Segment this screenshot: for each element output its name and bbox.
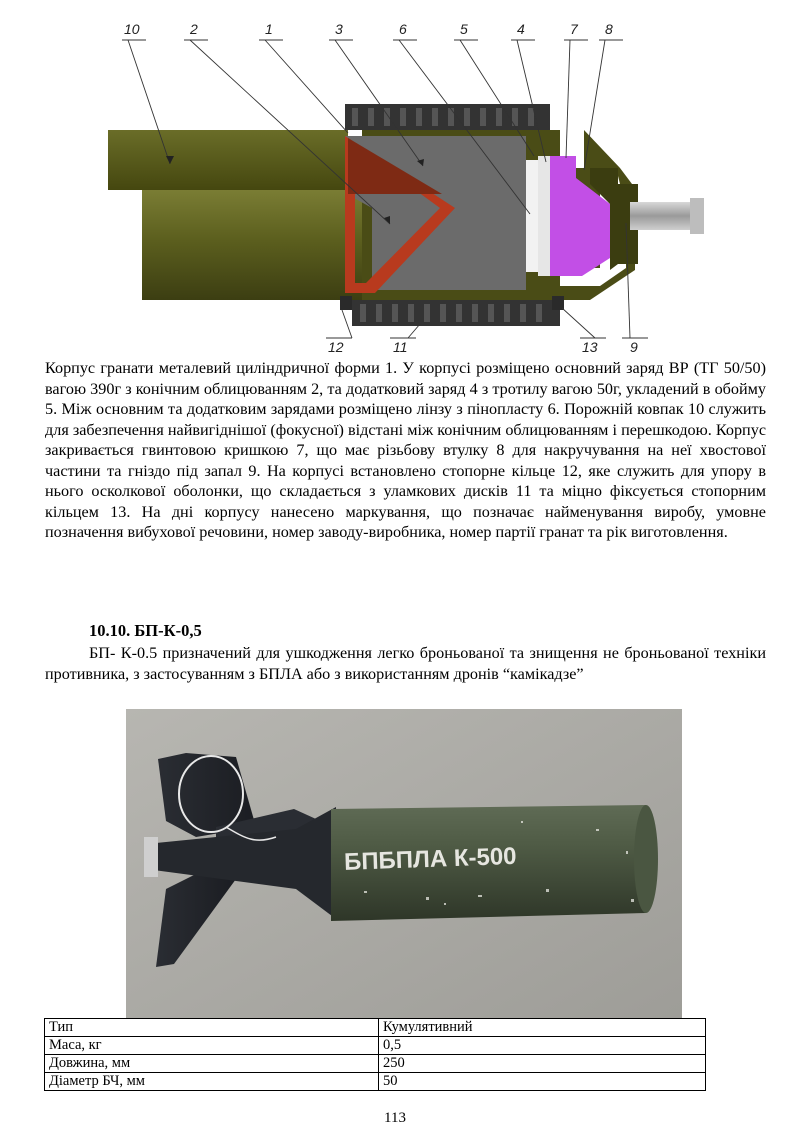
spec-label: Діаметр БЧ, мм (45, 1073, 379, 1091)
page-number: 113 (384, 1110, 406, 1126)
callout-4: 4 (517, 21, 525, 37)
fuze-socket-9 (630, 202, 700, 230)
table-row (45, 1073, 706, 1091)
warhead-nose (634, 805, 658, 913)
callout-5: 5 (460, 21, 468, 37)
foam-lens-6 (526, 160, 538, 272)
spec-value: Кумулятивний (379, 1019, 706, 1037)
munition-marking: БПБПЛА К-500 (343, 842, 517, 876)
specs-table (44, 1018, 706, 1091)
hollow-cap-lower (142, 190, 362, 300)
spec-label: Тип (45, 1019, 379, 1037)
spec-value: 250 (379, 1055, 706, 1073)
spec-label: Довжина, мм (45, 1055, 379, 1073)
section-heading: 10.10. БП-К-0,5 (89, 621, 202, 640)
hollow-cap-10 (108, 130, 348, 190)
callout-13: 13 (582, 339, 598, 355)
purpose-paragraph: БП- К-0.5 призначений для ушкодження легко броньованої та знищення не броньованої техніки противника, з застосуванням з БПЛА або з використанням дронів “камікадзе” (45, 644, 766, 683)
callout-12: 12 (328, 339, 344, 355)
callout-3: 3 (335, 21, 343, 37)
callout-10: 10 (124, 21, 140, 37)
tail-end-cap (144, 837, 158, 877)
spec-value: 50 (379, 1073, 706, 1091)
booster-holder-5 (538, 156, 550, 276)
stop-ring-12 (340, 296, 352, 310)
table-row (45, 1019, 706, 1037)
description-paragraph: Корпус гранати металевий циліндричної форми 1. У корпусі розміщено основний заряд ВР (ТГ 50/50) вагою 390г з конічним облицюванням 2, та додатковий заряд 4 з тротилу вагою 50г, укладений в обойму 5. Між основним та додатковим зарядами розміщено лінзу з пінопласту 6. Порожній ковпак 10 служить для забезпечення найвигіднішої (фокусної) відстані між конічним облицюванням і перешкодою. Корпус закривається гвинтовою кришкою 7, що має різьбову втулку 8 для накручування на неї хвостової частини та гніздо під запал 9. На корпусі встановлено стопорне кільце 12, яке служить для упору в нього осколкової оболонки, що складається з уламкових дисків 11 та міцно фіксується стопорним кільцем 13. На дні корпусу нанесено маркування, що позначає найменування виробу, умовне позначення вибухової речовини, номер заводу-виробника, номер партії гранат та рік виготовлення. (45, 359, 766, 541)
table-row (45, 1055, 706, 1073)
callout-8: 8 (605, 21, 613, 37)
grenade-cross-section-diagram (90, 18, 710, 358)
spec-value: 0,5 (379, 1037, 706, 1055)
spec-label: Маса, кг (45, 1037, 379, 1055)
callout-9: 9 (630, 339, 638, 355)
callout-6: 6 (399, 21, 407, 37)
callout-1: 1 (265, 21, 273, 37)
callout-11: 11 (393, 339, 408, 355)
callout-7: 7 (570, 21, 578, 37)
munition-photo (126, 709, 682, 1018)
table-row (45, 1037, 706, 1055)
fuze-socket-head (690, 198, 704, 234)
callout-2: 2 (190, 21, 198, 37)
